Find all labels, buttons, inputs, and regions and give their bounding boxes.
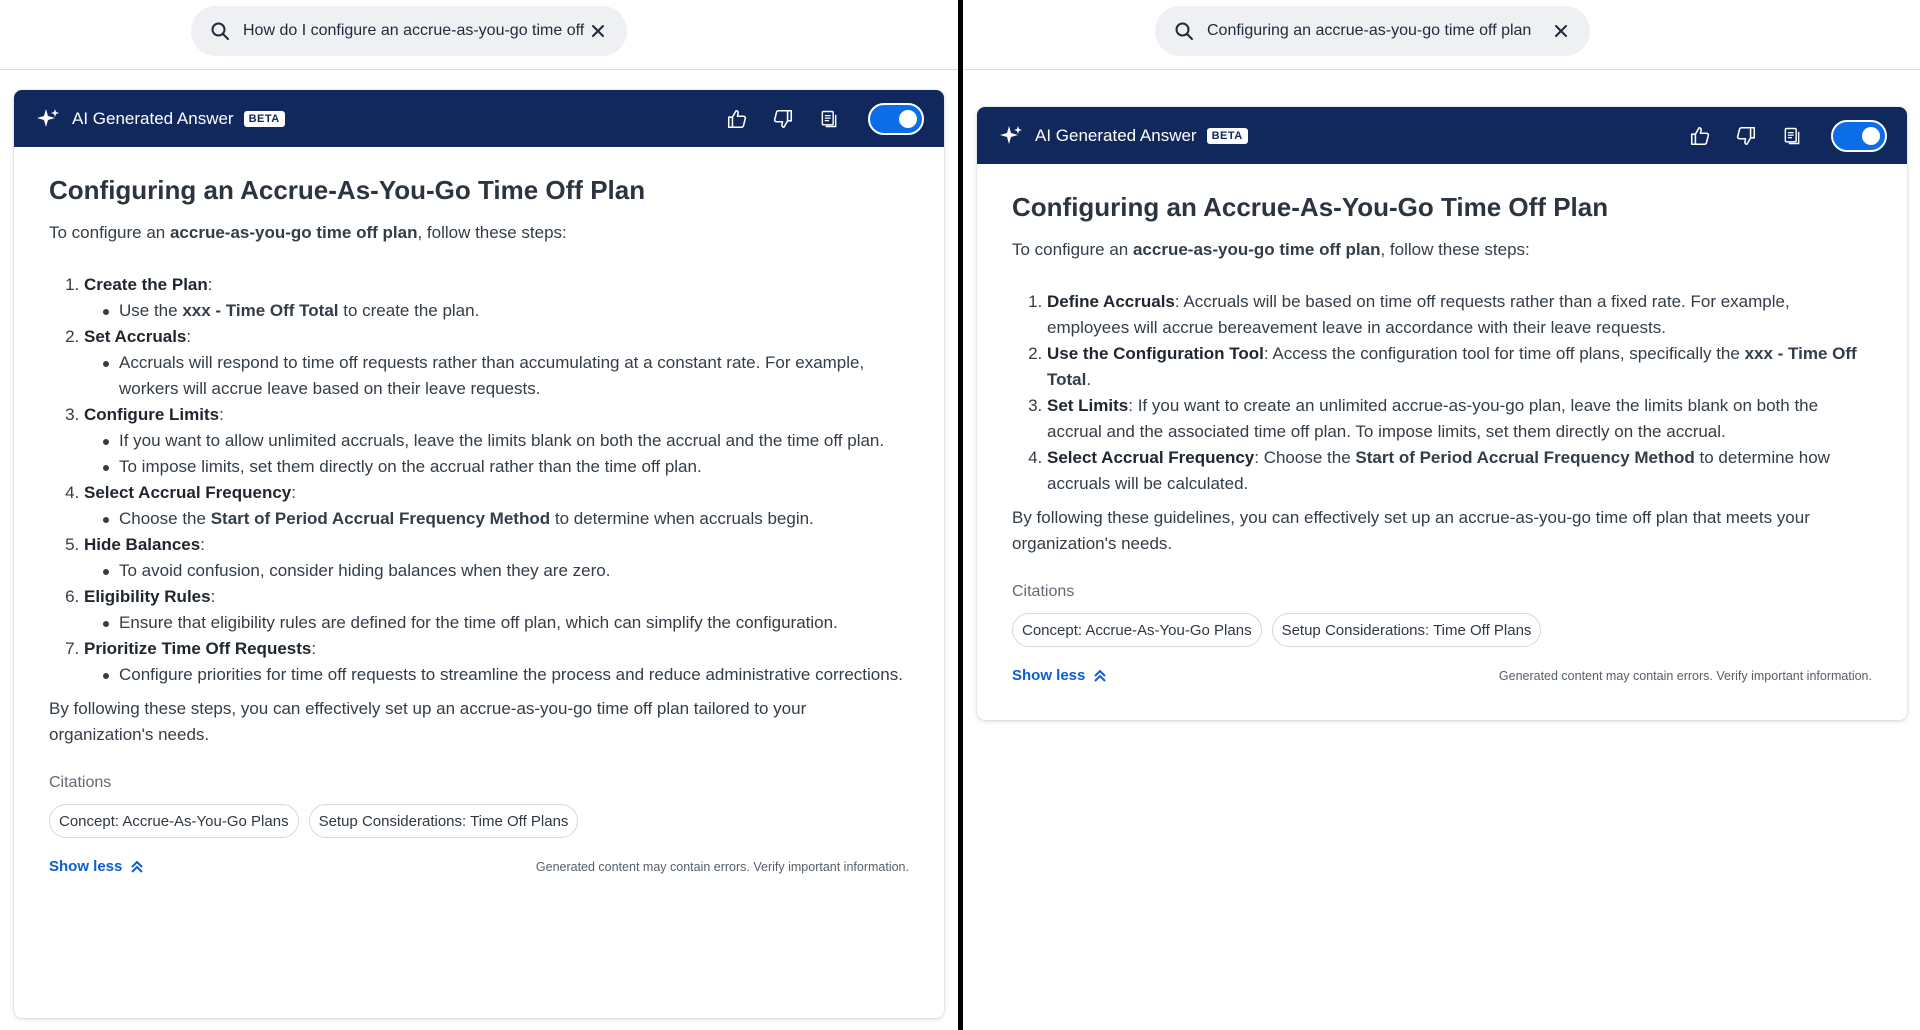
intro-text: , follow these steps: bbox=[417, 223, 567, 242]
ai-answer-toggle[interactable] bbox=[1831, 120, 1887, 152]
card-header bbox=[977, 107, 1907, 164]
disclaimer: Generated content may contain errors. Verify important information. bbox=[535, 859, 909, 874]
citation-chip[interactable]: Concept: Accrue-As-You-Go Plans bbox=[49, 804, 299, 838]
chevrons-up-icon bbox=[130, 860, 144, 874]
step-text: . bbox=[1086, 370, 1092, 389]
intro-bold: accrue-as-you-go time off plan bbox=[1132, 240, 1381, 259]
chevrons-up-icon bbox=[1093, 669, 1107, 683]
toggle-knob bbox=[899, 110, 917, 128]
search-query[interactable]: How do I configure an accrue-as-you-go time off bbox=[243, 22, 585, 39]
step-title: Hide Balances bbox=[84, 535, 201, 554]
show-less-label: Show less bbox=[1012, 667, 1086, 684]
step-title: Eligibility Rules bbox=[84, 587, 211, 606]
card-title: AI Generated Answer bbox=[72, 108, 234, 128]
citations-label: Citations bbox=[49, 774, 112, 791]
step-bullet: Configure priorities for time off requests to streamline the process and reduce administrative corrections. bbox=[84, 662, 909, 688]
step-text: to determine how accruals will be calculated. bbox=[1047, 448, 1830, 493]
citation-chips bbox=[1012, 613, 1872, 647]
search-bar-row bbox=[0, 0, 958, 70]
bullet-text: to create the plan. bbox=[338, 301, 480, 320]
step-title: Set Accruals bbox=[84, 327, 187, 346]
step-title: Use the Configuration Tool bbox=[1047, 344, 1264, 363]
answer-outro: By following these guidelines, you can effectively set up an accrue-as-you-go time off plan that meets your organization's needs. bbox=[1012, 508, 1810, 553]
show-less-button[interactable] bbox=[1012, 667, 1107, 684]
bullet-text: Choose the bbox=[119, 509, 211, 528]
search-icon bbox=[1173, 20, 1195, 42]
left-pane bbox=[0, 0, 958, 1030]
card-body bbox=[14, 147, 944, 875]
search-bar-row bbox=[963, 0, 1920, 70]
search-icon bbox=[209, 20, 231, 42]
intro-text: To configure an bbox=[1012, 240, 1133, 259]
step-item bbox=[1047, 341, 1872, 393]
beta-badge: BETA bbox=[1207, 128, 1248, 144]
show-less-button[interactable] bbox=[49, 858, 144, 875]
answer-outro: By following these steps, you can effectively set up an accrue-as-you-go time off plan tailored to your organization's needs. bbox=[49, 699, 807, 744]
bullet-bold: xxx - Time Off Total bbox=[182, 301, 339, 320]
steps-list bbox=[1047, 289, 1872, 497]
step-bullet: If you want to allow unlimited accruals, leave the limits blank on both the accrual and the time off plan. bbox=[84, 428, 909, 454]
ai-answer-toggle[interactable] bbox=[868, 103, 924, 135]
step-bullet: To impose limits, set them directly on the accrual rather than the time off plan. bbox=[84, 454, 909, 480]
step-title: Define Accruals bbox=[1047, 292, 1175, 311]
sparkle-icon bbox=[36, 106, 62, 132]
step-bullet: Ensure that eligibility rules are defined for the time off plan, which can simplify the configuration. bbox=[84, 610, 909, 636]
step-item: 1. Create the Plan: Use the xxx - Time Off Total to create the plan. bbox=[84, 272, 909, 324]
step-text: : If you want to create an unlimited accrue-as-you-go plan, leave the limits blank on both the accrual and the associated time off plan. To impose limits, set them directly on the accrual. bbox=[1047, 396, 1819, 441]
step-title: Prioritize Time Off Requests bbox=[84, 639, 312, 658]
card-body bbox=[977, 164, 1907, 684]
step-text: : Access the configuration tool for time off plans, specifically the bbox=[1263, 344, 1745, 363]
step-text: : Accruals will be based on time off requests rather than a fixed rate. For example, employees will accrue bereavement leave in accordance with their leave requests. bbox=[1047, 292, 1790, 337]
step-item: 7. Prioritize Time Off Requests: Configure priorities for time off requests to streamline the process and reduce administrative corrections. bbox=[84, 636, 909, 688]
step-bullet: To avoid confusion, consider hiding balances when they are zero. bbox=[84, 558, 909, 584]
step-bold: Start of Period Accrual Frequency Method bbox=[1355, 448, 1695, 467]
citation-chip[interactable]: Setup Considerations: Time Off Plans bbox=[309, 804, 579, 838]
bullet-bold: Start of Period Accrual Frequency Method bbox=[210, 509, 551, 528]
answer-title: Configuring an Accrue-As-You-Go Time Off Plan bbox=[1012, 192, 1609, 222]
right-pane bbox=[963, 0, 1920, 1030]
toggle-knob bbox=[1862, 127, 1880, 145]
intro-text: , follow these steps: bbox=[1380, 240, 1530, 259]
search-query[interactable]: Configuring an accrue-as-you-go time off plan bbox=[1207, 22, 1532, 39]
step-bullet bbox=[84, 298, 909, 324]
intro-text: To configure an bbox=[49, 223, 170, 242]
step-item: 2. Set Accruals: Accruals will respond to time off requests rather than accumulating at a constant rate. For example, workers will accrue leave based on their leave requests. bbox=[84, 324, 909, 402]
step-title: Select Accrual Frequency bbox=[1047, 448, 1255, 467]
citations-label: Citations bbox=[1012, 583, 1075, 600]
step-item: 4. Select Accrual Frequency: Choose the Start of Period Accrual Frequency Method to determine when accruals begin. bbox=[84, 480, 909, 532]
step-title: Create the Plan bbox=[84, 275, 208, 294]
answer-title: Configuring an Accrue-As-You-Go Time Off Plan bbox=[49, 175, 646, 205]
step-title: Set Limits bbox=[1047, 396, 1129, 415]
show-less-label: Show less bbox=[49, 858, 123, 875]
card-footer bbox=[1012, 667, 1872, 684]
bullet-text: Use the bbox=[119, 301, 183, 320]
thumbs-up-icon[interactable] bbox=[724, 106, 750, 132]
ai-answer-card bbox=[977, 107, 1907, 720]
steps-list bbox=[84, 272, 909, 688]
beta-badge: BETA bbox=[244, 111, 285, 127]
card-header bbox=[14, 90, 944, 147]
answer-intro bbox=[49, 220, 909, 246]
step-item: 3. Configure Limits: If you want to allow unlimited accruals, leave the limits blank on both the accrual and the time off plan. To impose limits, set them directly on the accrual rather than the time off plan. bbox=[84, 402, 909, 480]
close-icon[interactable] bbox=[1550, 20, 1572, 42]
ai-answer-card bbox=[14, 90, 944, 1018]
intro-bold: accrue-as-you-go time off plan bbox=[169, 223, 418, 242]
thumbs-down-icon[interactable] bbox=[770, 106, 796, 132]
bullet-text: to determine when accruals begin. bbox=[550, 509, 814, 528]
close-icon[interactable] bbox=[587, 20, 609, 42]
step-item: 6. Eligibility Rules: Ensure that eligibility rules are defined for the time off plan, which can simplify the configuration. bbox=[84, 584, 909, 636]
copy-icon[interactable] bbox=[1779, 123, 1805, 149]
citation-chip[interactable]: Setup Considerations: Time Off Plans bbox=[1272, 613, 1542, 647]
copy-icon[interactable] bbox=[816, 106, 842, 132]
step-text: : Choose the bbox=[1254, 448, 1356, 467]
search-pill[interactable] bbox=[191, 6, 627, 56]
step-title: Select Accrual Frequency bbox=[84, 483, 292, 502]
header-actions bbox=[704, 103, 924, 135]
answer-intro bbox=[1012, 237, 1872, 263]
step-item bbox=[1047, 445, 1872, 497]
step-bullet: Accruals will respond to time off requests rather than accumulating at a constant rate. For example, workers will accrue leave based on their leave requests. bbox=[84, 350, 909, 402]
step-item: 5. Hide Balances: To avoid confusion, consider hiding balances when they are zero. bbox=[84, 532, 909, 584]
step-bullet bbox=[84, 506, 909, 532]
header-actions bbox=[1667, 120, 1887, 152]
step-title: Configure Limits bbox=[84, 405, 220, 424]
search-pill[interactable] bbox=[1155, 6, 1590, 56]
step-item bbox=[1047, 393, 1872, 445]
thumbs-up-icon[interactable] bbox=[1687, 123, 1713, 149]
card-title: AI Generated Answer bbox=[1035, 125, 1197, 145]
step-bold: xxx - Time Off Total bbox=[1047, 344, 1857, 389]
thumbs-down-icon[interactable] bbox=[1733, 123, 1759, 149]
citation-chips bbox=[49, 804, 909, 838]
step-item bbox=[1047, 289, 1872, 341]
card-footer bbox=[49, 858, 909, 875]
disclaimer: Generated content may contain errors. Verify important information. bbox=[1498, 668, 1872, 683]
sparkle-icon bbox=[999, 123, 1025, 149]
citation-chip[interactable]: Concept: Accrue-As-You-Go Plans bbox=[1012, 613, 1262, 647]
